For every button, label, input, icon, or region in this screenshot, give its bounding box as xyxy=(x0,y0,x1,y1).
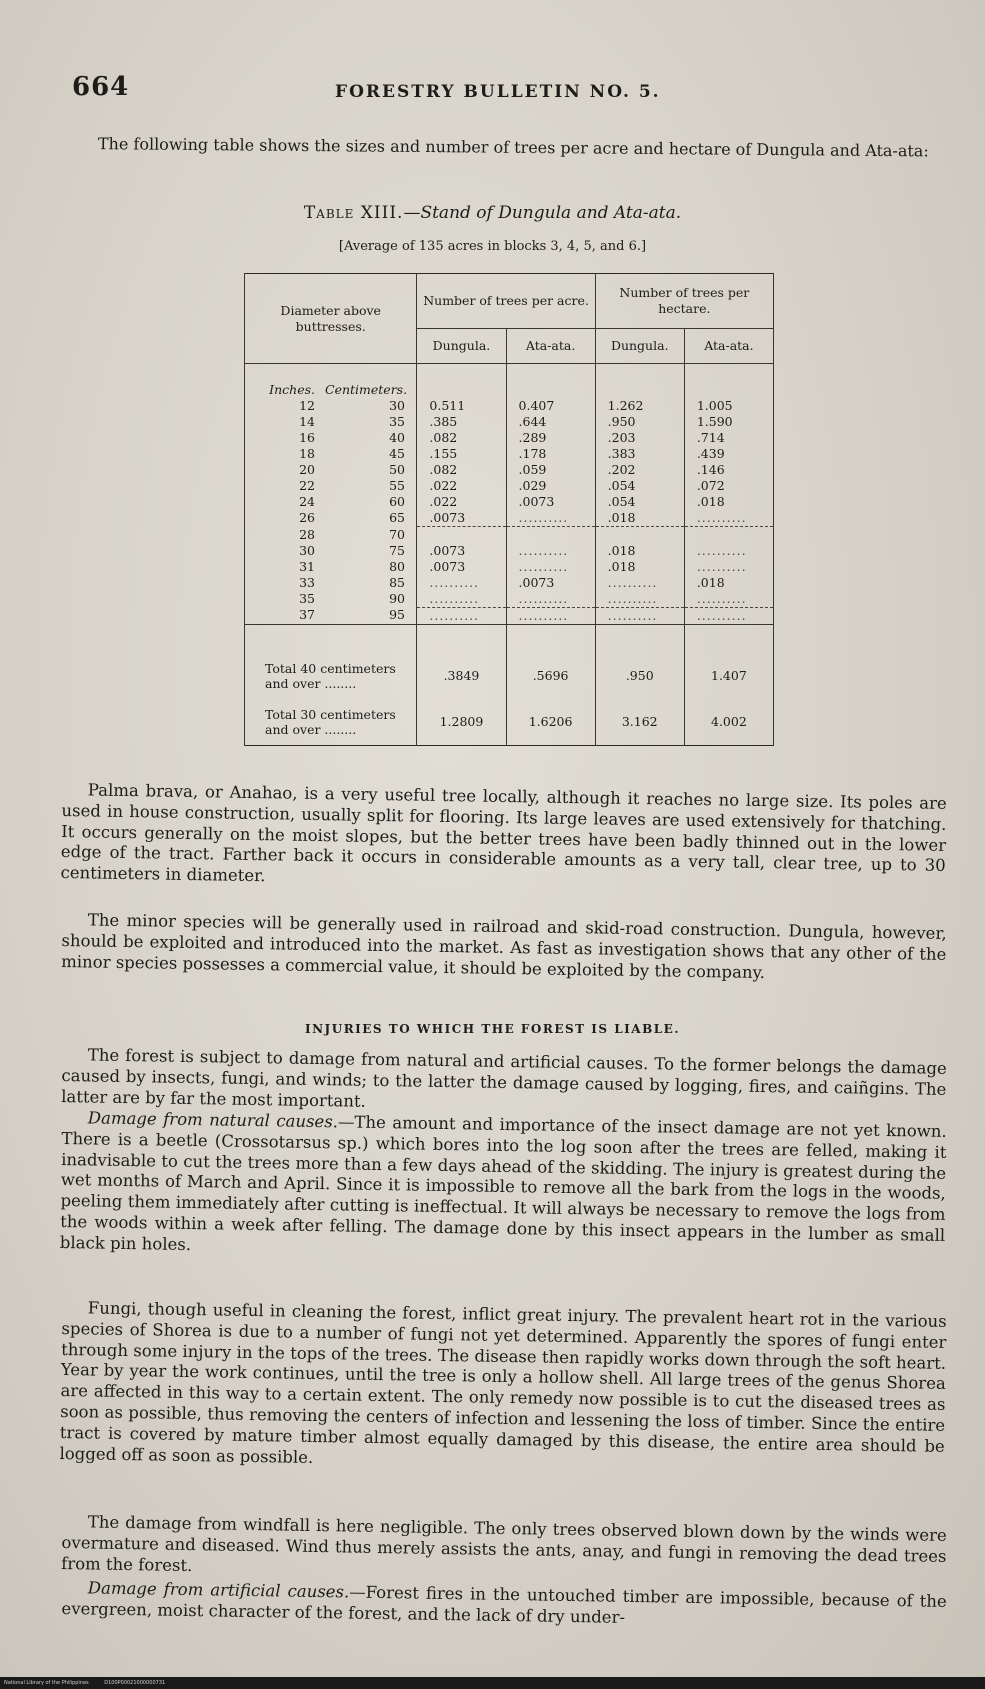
unit-row xyxy=(245,364,774,399)
table-row xyxy=(245,430,774,446)
total-label: Total 30 centimeters and over ........ xyxy=(245,699,417,746)
total-value: 1.407 xyxy=(684,624,773,699)
diameter-cell xyxy=(245,527,417,543)
value-cell: .018 xyxy=(595,543,684,559)
table-row xyxy=(245,478,774,494)
total-value: 4.002 xyxy=(684,699,773,746)
diameter-inches: 16 xyxy=(299,430,315,445)
value-cell: .......... xyxy=(506,607,595,624)
diameter-inches: 28 xyxy=(299,526,315,542)
value-cell: .0073 xyxy=(506,575,595,591)
diameter-inches: 35 xyxy=(299,590,315,606)
sub-header-dungula-hectare: Dungula. xyxy=(595,329,684,364)
intro-paragraph: The following table shows the sizes and number of trees per acre and hectare of Dungula and Ata-ata: xyxy=(97,134,929,161)
value-cell: .178 xyxy=(506,446,595,462)
table-note: [Average of 135 acres in blocks 3, 4, 5, and 6.] xyxy=(338,239,647,254)
diameter-inches: 24 xyxy=(299,494,315,509)
table-row xyxy=(245,527,774,543)
value-cell: .0073 xyxy=(417,543,506,559)
diameter-cell xyxy=(245,414,417,430)
value-cell: 1.590 xyxy=(684,414,773,430)
paragraph-palma-brava: Palma brava, or Anahao, is a very useful tree locally, although it reaches no large size. Its poles are used in house construction, usually split for flooring. Its large leaves are used extensively for thatching. It occurs generally on the moist slopes, but the better trees have been badly thinned out in the lower edge of the tract. Farther back it occurs in considerable amounts as a very tall, clear tree, up to 30 centimeters in diameter. xyxy=(60,780,947,886)
diameter-inches: 22 xyxy=(299,478,315,493)
col-per-acre-header: Number of trees per acre. xyxy=(417,274,595,329)
value-cell: .......... xyxy=(506,559,595,575)
diameter-centimeters: 30 xyxy=(389,398,405,413)
diameter-centimeters: 45 xyxy=(389,446,405,461)
value-cell: .0073 xyxy=(417,510,506,527)
sub-header-dungula-acre: Dungula. xyxy=(417,329,506,364)
diameter-centimeters: 70 xyxy=(389,526,405,542)
value-cell: .......... xyxy=(684,591,773,608)
diameter-cell xyxy=(245,462,417,478)
diameter-inches: 30 xyxy=(299,542,315,558)
value-cell: .......... xyxy=(684,607,773,624)
value-cell: .202 xyxy=(595,462,684,478)
paragraph-forest-damage: The forest is subject to damage from natural and artificial causes. To the former belongs the damage caused by insects, fungi, and winds; to the latter the damage caused by logging, fires, and caiñgins. The latter are by far the most important. xyxy=(61,1045,947,1111)
run-in-natural-causes: Damage from natural causes. xyxy=(87,1108,339,1132)
table-label: Table XIII. xyxy=(303,203,404,223)
table-row xyxy=(245,559,774,575)
value-cell xyxy=(506,527,595,543)
diameter-centimeters: 85 xyxy=(389,574,405,590)
table-row xyxy=(245,510,774,527)
paragraph-artificial-causes xyxy=(61,1578,947,1633)
diameter-centimeters: 95 xyxy=(389,607,405,622)
value-cell xyxy=(417,527,506,543)
natural-causes-text: —The amount and importance of the insect damage are not yet known. There is a beetle (Crossotarsus sp.) which bores into the log soon after the trees are felled, making it inadvisable to cut the trees more than a few days ahead of the skidding. The injury is greatest during the wet months of March and April. Since it is impossible to remove all the bark from the logs in the woods, peeling them immediately after cutting is ineffectual. It will always be necessary to remove the logs from the woods within a week after felling. The damage done by this insect appears in the lumber as small black pin holes. xyxy=(59,1112,947,1254)
diameter-cell xyxy=(245,575,417,591)
value-cell: .385 xyxy=(417,414,506,430)
diameter-cell xyxy=(245,591,417,608)
value-cell: .......... xyxy=(595,575,684,591)
total-value: .5696 xyxy=(506,624,595,699)
diameter-cell xyxy=(245,607,417,624)
diameter-cell xyxy=(245,510,417,527)
value-cell: .072 xyxy=(684,478,773,494)
footer-id: D100P00021000000731 xyxy=(104,1680,166,1686)
table-row xyxy=(245,543,774,559)
value-cell: .146 xyxy=(684,462,773,478)
value-cell: .054 xyxy=(595,478,684,494)
sub-header-ata-hectare: Ata-ata. xyxy=(684,329,773,364)
value-cell: .......... xyxy=(684,543,773,559)
value-cell: .......... xyxy=(506,591,595,608)
diameter-cell xyxy=(245,543,417,559)
value-cell: .018 xyxy=(684,575,773,591)
value-cell: .......... xyxy=(417,575,506,591)
value-cell: .......... xyxy=(595,591,684,608)
unit-centimeters: Centimeters. xyxy=(325,382,408,397)
value-cell: .029 xyxy=(506,478,595,494)
table-subtitle: —Stand of Dungula and Ata-ata. xyxy=(403,203,682,223)
value-cell: 0.511 xyxy=(417,398,506,414)
diameter-centimeters: 60 xyxy=(389,494,405,509)
value-cell: .......... xyxy=(684,510,773,527)
diameter-inches: 18 xyxy=(299,446,315,461)
table-row xyxy=(245,446,774,462)
diameter-cell xyxy=(245,494,417,510)
value-cell: .059 xyxy=(506,462,595,478)
total-value: .3849 xyxy=(417,624,506,699)
diameter-inches: 33 xyxy=(299,574,315,590)
table-row xyxy=(245,414,774,430)
value-cell: .......... xyxy=(684,559,773,575)
col-per-hectare-header: Number of trees per hectare. xyxy=(595,274,773,329)
value-cell: .082 xyxy=(417,462,506,478)
diameter-centimeters: 75 xyxy=(389,542,405,558)
diameter-inches: 26 xyxy=(299,510,315,525)
table-row xyxy=(245,462,774,478)
table-row xyxy=(245,607,774,624)
table-row xyxy=(245,575,774,591)
total-label: Total 40 centimeters and over ........ xyxy=(245,624,417,699)
value-cell: .......... xyxy=(417,607,506,624)
unit-inches: Inches. xyxy=(269,382,315,397)
table-row xyxy=(245,591,774,608)
value-cell: .0073 xyxy=(417,559,506,575)
total-row xyxy=(245,624,774,699)
value-cell: .644 xyxy=(506,414,595,430)
table-row xyxy=(245,398,774,414)
paragraph-windfall: The damage from windfall is here negligible. The only trees observed blown down by the winds were overmature and diseased. Wind thus merely assists the ants, anay, and fungi in removing the dead trees from the forest. xyxy=(61,1512,947,1575)
diameter-inches: 37 xyxy=(299,607,315,622)
total-value: 1.6206 xyxy=(506,699,595,746)
running-head: FORESTRY BULLETIN NO. 5. xyxy=(335,82,661,102)
diameter-cell xyxy=(245,478,417,494)
diameter-inches: 20 xyxy=(299,462,315,477)
value-cell: 1.005 xyxy=(684,398,773,414)
sub-header-ata-acre: Ata-ata. xyxy=(506,329,595,364)
section-heading: INJURIES TO WHICH THE FOREST IS LIABLE. xyxy=(304,1022,681,1036)
unit-cell xyxy=(245,364,417,399)
table-body xyxy=(245,364,774,746)
value-cell: .0073 xyxy=(506,494,595,510)
diameter-centimeters: 90 xyxy=(389,590,405,606)
scan-footer xyxy=(0,1677,985,1689)
value-cell: .022 xyxy=(417,494,506,510)
paragraph-minor-species: The minor species will be generally used in railroad and skid-road construction. Dungula, however, should be exploited and introduced into the market. As fast as investigation shows that any other of the minor species possesses a commercial value, it should be exploited by the company. xyxy=(61,910,947,982)
value-cell: .018 xyxy=(595,559,684,575)
diameter-centimeters: 40 xyxy=(389,430,405,445)
value-cell: .......... xyxy=(506,510,595,527)
diameter-cell xyxy=(245,446,417,462)
table-title xyxy=(0,203,985,223)
value-cell: .383 xyxy=(595,446,684,462)
value-cell: .018 xyxy=(684,494,773,510)
value-cell: .082 xyxy=(417,430,506,446)
diameter-inches: 12 xyxy=(299,398,315,413)
diameter-cell xyxy=(245,559,417,575)
diameter-centimeters: 50 xyxy=(389,462,405,477)
value-cell: .203 xyxy=(595,430,684,446)
value-cell: .289 xyxy=(506,430,595,446)
table-row xyxy=(245,494,774,510)
page-number: 664 xyxy=(72,72,130,102)
value-cell: .......... xyxy=(595,607,684,624)
total-value: .950 xyxy=(595,624,684,699)
value-cell: .439 xyxy=(684,446,773,462)
run-in-artificial-causes: Damage from artificial causes. xyxy=(87,1578,350,1602)
diameter-centimeters: 65 xyxy=(389,510,405,525)
value-cell: .950 xyxy=(595,414,684,430)
footer-library: National Library of the Philippines xyxy=(4,1680,89,1686)
diameter-inches: 14 xyxy=(299,414,315,429)
total-row xyxy=(245,699,774,746)
value-cell: 0.407 xyxy=(506,398,595,414)
stand-table xyxy=(244,273,774,746)
diameter-centimeters: 35 xyxy=(389,414,405,429)
value-cell: .022 xyxy=(417,478,506,494)
paragraph-natural-causes xyxy=(60,1108,947,1267)
diameter-centimeters: 80 xyxy=(389,558,405,574)
value-cell: .018 xyxy=(595,510,684,527)
total-value: 3.162 xyxy=(595,699,684,746)
col-diameter-header: Diameter above buttresses. xyxy=(245,274,417,364)
value-cell: .155 xyxy=(417,446,506,462)
value-cell: .......... xyxy=(506,543,595,559)
diameter-cell xyxy=(245,398,417,414)
value-cell xyxy=(595,527,684,543)
value-cell xyxy=(684,527,773,543)
value-cell: 1.262 xyxy=(595,398,684,414)
artificial-causes-text: —Forest fires in the untouched timber are impossible, because of the evergreen, moist character of the forest, and the lack of dry under- xyxy=(61,1582,947,1627)
value-cell: .714 xyxy=(684,430,773,446)
diameter-inches: 31 xyxy=(299,558,315,574)
value-cell: .......... xyxy=(417,591,506,608)
total-value: 1.2809 xyxy=(417,699,506,746)
diameter-cell xyxy=(245,430,417,446)
paragraph-fungi: Fungi, though useful in cleaning the forest, inflict great injury. The prevalent heart rot in the various species of Shorea is due to a number of fungi not yet determined. Apparently the spores of fungi enter through some injury in the tops of the trees. The disease then rapidly works down through the soft heart. Year by year the work continues, until the tree is only a hollow shell. All large trees of the genus Shorea are affected in this way to a certain extent. The only remedy now possible is to cut the diseased trees as soon as possible, thus removing the centers of infection and lessening the loss of timber. Since the entire tract is covered by mature timber almost equally damaged by this disease, the entire area should be logged off as soon as possible. xyxy=(59,1298,947,1467)
diameter-centimeters: 55 xyxy=(389,478,405,493)
value-cell: .054 xyxy=(595,494,684,510)
